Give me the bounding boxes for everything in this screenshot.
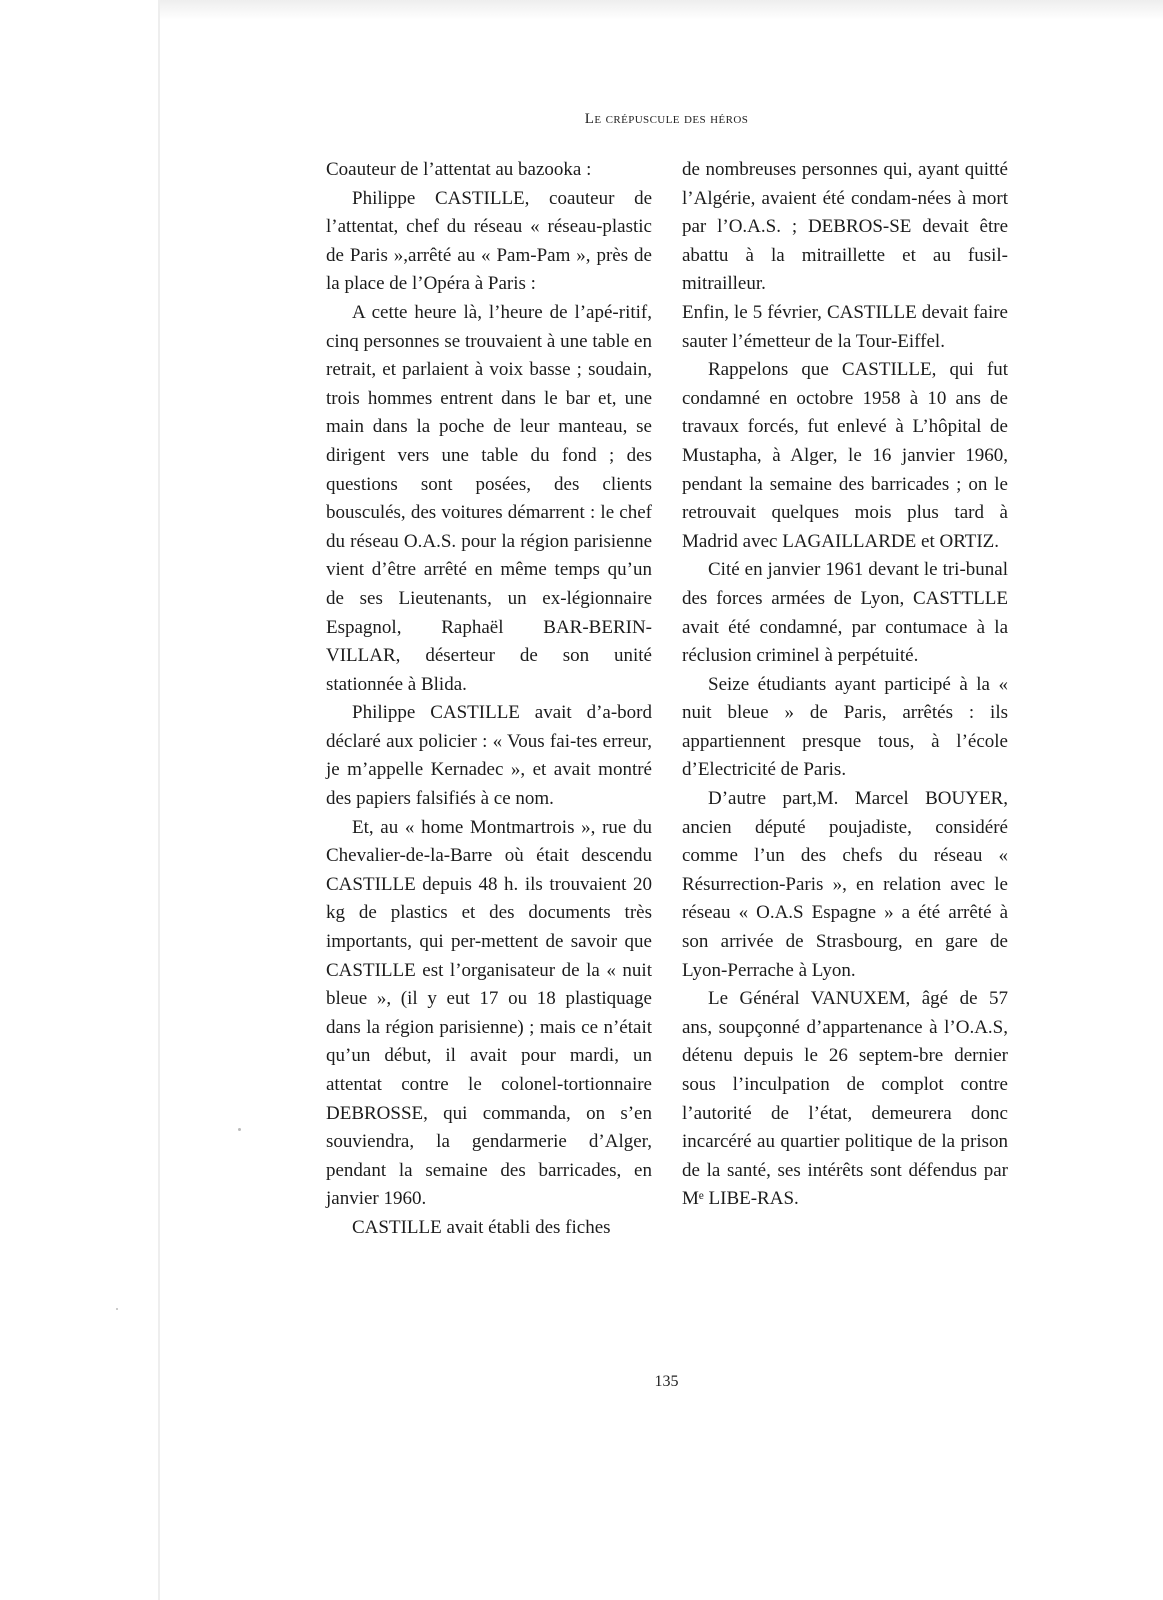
paragraph: Enfin, le 5 février, CASTILLE devait faire sauter l’émetteur de la Tour-Eiffel.: [682, 301, 1008, 352]
scan-shadow-left: [158, 0, 160, 1600]
paragraph: Rappelons que CASTILLE, qui fut condamné en octobre 1958 à 10 ans de travaux forcés, fut enlevé à L’hôpital de Mustapha, à Alger, le 16 janvier 1960, pendant la semaine des barricades ; on le retrouvait quelques mois plus tard à Madrid avec LAGAILLARDE et ORTIZ.: [682, 359, 1008, 552]
paragraph: Philippe CASTILLE avait d’a-bord déclaré aux policier : « Vous fai-tes erreur, je m’appelle Kernadec », et avait montré des papiers falsifiés à ce nom.: [326, 702, 652, 810]
paragraph: CASTILLE avait établi des fiches: [352, 1216, 611, 1238]
paragraph: Seize étudiants ayant participé à la « nuit bleue » de Paris, arrêtés : ils appartiennent presque tous, à l’école d’Electricité de Paris.: [682, 673, 1008, 781]
paragraph: D’autre part,M. Marcel BOUYER, ancien député poujadiste, considéré comme l’un des chefs du réseau « Résurrection-Paris », en relation avec le réseau « O.A.S Espagne » a été arrêté à son arrivée de Strasbourg, en gare de Lyon-Perrache à Lyon.: [682, 788, 1008, 981]
scan-shadow-top: [160, 0, 1163, 20]
paragraph: Et, au « home Montmartrois », rue du Chevalier-de-la-Barre où était descendu CASTILLE depuis 48 h. ils trouvaient 20 kg de plastics et des documents très importants, qui per-mettent de savoir que CASTILLE est l’organisateur de la « nuit bleue », (il y eut 17 ou 18 plastiquage dans la région parisienne) ; mais ce n’était qu’un début, il avait pour mardi, un attentat contre le colonel-tortionnaire DEBROSSE, qui commanda, on s’en souviendra, la gendarmerie d’Alger, pendant la semaine des barricades, en janvier 1960.: [326, 816, 652, 1210]
left-text-column: [326, 156, 652, 1243]
page-number: 135: [654, 1373, 679, 1390]
scan-speck: [116, 1308, 118, 1310]
running-header: [0, 111, 1163, 128]
paragraph: Philippe CASTILLE, coauteur de l’attentat, chef du réseau « réseau-plastic de Paris »,arrêté au « Pam-Pam », près de la place de l’Opéra à Paris :: [326, 187, 652, 295]
paragraph: de nombreuses personnes qui, ayant quitté l’Algérie, avaient été condam-nées à mort par l’O.A.S. ; DEBROS-SE devait être abattu à la mitraillette et au fusil-mitrailleur.: [682, 159, 1008, 295]
paragraph: Cité en janvier 1961 devant le tri-bunal des forces armées de Lyon, CASTTLLE avait été condamné, par contumace à la réclusion criminel à perpétuité.: [682, 559, 1008, 667]
paragraph: Le Général VANUXEM, âgé de 57 ans, soupçonné d’appartenance à l’O.A.S, détenu depuis le 26 septem-bre dernier sous l’inculpation de complot contre l’autorité de l’état, demeurera donc incarcéré au quartier politique de la prison de la santé, ses intérêts sont défendus par Mᵉ LIBE-RAS.: [682, 988, 1008, 1210]
scan-speck: [238, 1128, 241, 1131]
right-text-column: [682, 156, 1008, 1214]
paragraph: A cette heure là, l’heure de l’apé-ritif, cinq personnes se trouvaient à une table en retrait, et parlaient à voix basse ; soudain, trois hommes entrent dans le bar et, une main dans la poche de leur manteau, se dirigent vers une table du fond ; des questions sont posées, des clients bousculés, des voitures démarrent : le chef du réseau O.A.S. pour la région parisienne vient d’être arrêté en même temps qu’un de ses Lieutenants, un ex-légionnaire Espagnol, Raphaël BAR-BERIN-VILLAR, déserteur de son unité stationnée à Blida.: [326, 301, 652, 695]
running-title: Le crépuscule des héros: [584, 111, 749, 127]
paragraph: Coauteur de l’attentat au bazooka :: [326, 159, 592, 180]
